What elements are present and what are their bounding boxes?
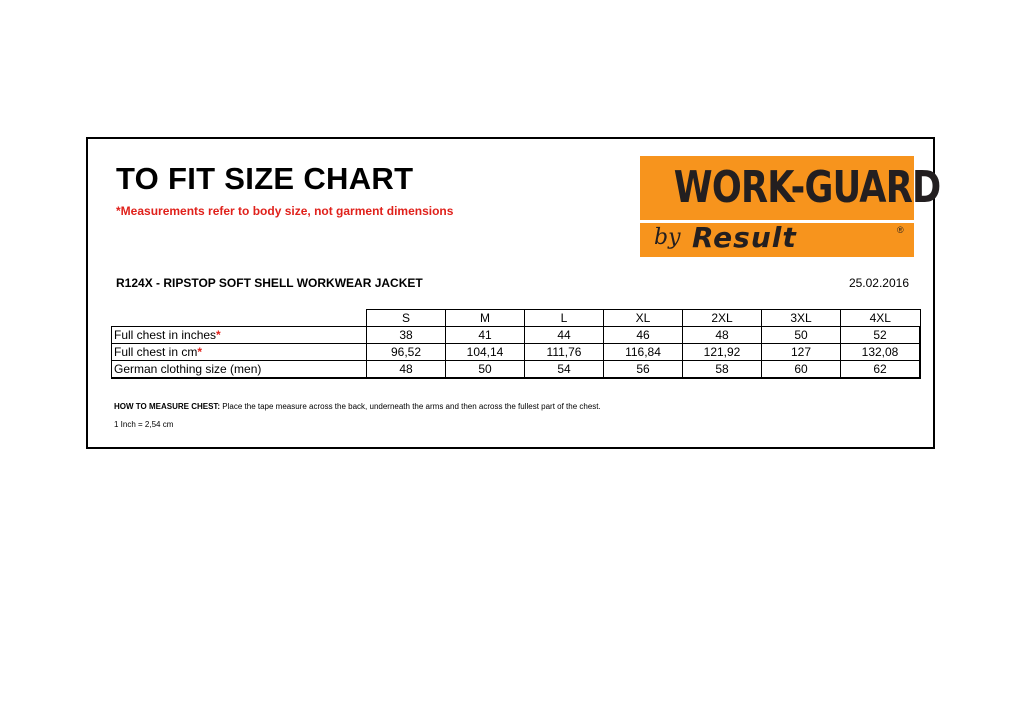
table-cell: 58 [683,361,762,379]
measure-instructions-label: HOW TO MEASURE CHEST: [114,402,221,411]
size-header-xl: XL [604,310,683,327]
product-name: R124X - RIPSTOP SOFT SHELL WORKWEAR JACKET [116,276,423,290]
table-cell: 132,08 [841,344,921,361]
table-cell: 56 [604,361,683,379]
table-row [112,361,921,379]
table-cell: 54 [525,361,604,379]
logo-top-panel [640,156,941,220]
row-label-text: Full chest in cm [114,345,198,359]
measure-instructions-text: Place the tape measure across the back, underneath the arms and then across the fullest part of the chest. [220,402,601,411]
table-cell: 60 [762,361,841,379]
table-cell: 111,76 [525,344,604,361]
table-cell: 48 [367,361,446,379]
logo-brand-text: WORK-GUARD [673,162,941,213]
logo-bottom-panel [640,223,914,257]
row-label-text: German clothing size (men) [114,362,262,376]
size-header-row [112,310,921,327]
table-cell: 127 [762,344,841,361]
table-cell: 50 [446,361,525,379]
header-blank-cell [112,310,367,327]
size-header-s: S [367,310,446,327]
registered-mark-icon: ® [897,225,904,235]
logo-result-text: Result [692,221,797,254]
size-chart-sheet [86,137,941,449]
table-cell: 121,92 [683,344,762,361]
measure-instructions [114,402,601,411]
work-guard-logo [640,156,941,257]
row-label-german-size [112,361,367,379]
document-date: 25.02.2016 [848,276,909,290]
size-header-l: L [525,310,604,327]
unit-conversion: 1 Inch = 2,54 cm [114,420,174,429]
table-cell: 104,14 [446,344,525,361]
table-cell: 41 [446,327,525,344]
row-label-chest-cm [112,344,367,361]
measurement-note: *Measurements refer to body size, not garment dimensions [116,204,454,218]
table-cell: 62 [841,361,921,379]
size-header-2xl: 2XL [683,310,762,327]
table-cell: 116,84 [604,344,683,361]
table-cell: 38 [367,327,446,344]
size-header-m: M [446,310,525,327]
table-cell: 52 [841,327,921,344]
page-title: TO FIT SIZE CHART [116,161,414,196]
table-cell: 50 [762,327,841,344]
size-table [111,309,921,379]
asterisk-marker: * [197,345,203,359]
row-label-chest-inches [112,327,367,344]
logo-by-text: by [654,225,681,250]
table-row [112,327,921,344]
size-header-3xl: 3XL [762,310,841,327]
size-header-4xl: 4XL [841,310,921,327]
row-label-text: Full chest in inches [114,328,217,342]
table-cell: 48 [683,327,762,344]
asterisk-marker: * [216,328,221,342]
table-cell: 44 [525,327,604,344]
table-cell: 96,52 [367,344,446,361]
table-cell: 46 [604,327,683,344]
table-row [112,344,921,361]
